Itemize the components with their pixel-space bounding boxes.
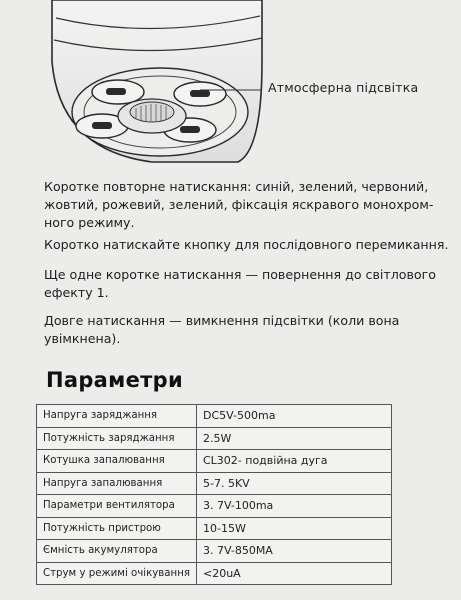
table-row (37, 450, 392, 473)
param-label: Потужність заряджання (37, 427, 197, 450)
param-value: 3. 7V-100ma (196, 495, 391, 518)
table-row (37, 562, 392, 585)
param-label: Параметри вентилятора (37, 495, 197, 518)
table-row (37, 517, 392, 540)
param-label: Напруга заряджання (37, 405, 197, 428)
description-paragraph-4: Довге натискання — вимкнення підсвітки (коли вона увімкнена). (44, 313, 400, 346)
param-label: Струм у режимі очікування (37, 562, 197, 585)
callout-label: Атмосферна підсвітка (268, 80, 419, 95)
table-row (37, 495, 392, 518)
table-row (37, 472, 392, 495)
param-label: Напруга запалювання (37, 472, 197, 495)
param-label: Котушка запалювання (37, 450, 197, 473)
description-paragraph-3: Ще одне коротке натискання — повернення до світлового ефекту 1. (44, 267, 436, 300)
param-value: CL302- подвійна дуга (196, 450, 391, 473)
param-value: DC5V-500ma (196, 405, 391, 428)
table-row (37, 540, 392, 563)
param-value: 10-15W (196, 517, 391, 540)
param-label: Потужність пристрою (37, 517, 197, 540)
param-value: 2.5W (196, 427, 391, 450)
param-value: 3. 7V-850MA (196, 540, 391, 563)
parameters-title: Параметри (46, 368, 183, 392)
table-row (37, 427, 392, 450)
description-paragraph-1: Коротке повторне натискання: синій, зелений, червоний, жовтий, рожевий, зелений, фіксація яскравого монохром-ного режиму. (44, 179, 434, 230)
param-value: <20uA (196, 562, 391, 585)
param-label: Ємність акумулятора (37, 540, 197, 563)
table-row (37, 405, 392, 428)
description-paragraph-2: Коротко натискайте кнопку для послідовного перемикання. (44, 237, 449, 252)
param-value: 5-7. 5KV (196, 472, 391, 495)
parameters-table (36, 404, 392, 585)
